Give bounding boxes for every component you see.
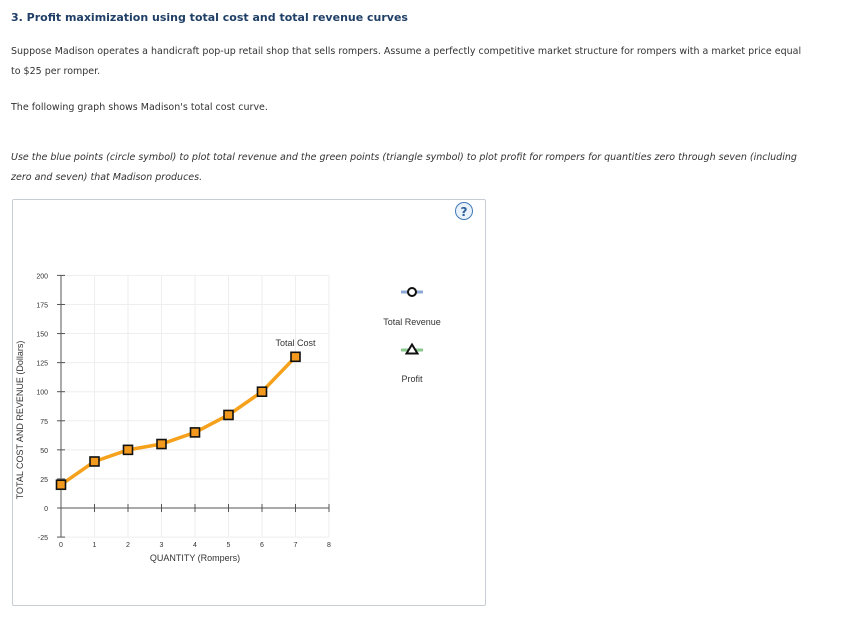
question-title: 3. Profit maximization using total cost and total revenue curves (11, 11, 408, 24)
y-tick-label: 200 (36, 273, 48, 281)
y-tick-label: 125 (36, 360, 48, 368)
total-cost-label: Total Cost (275, 337, 316, 348)
x-tick-label: 0 (59, 542, 63, 549)
scenario-paragraph: Suppose Madison operates a handicraft pop-up retail shop that sells rompers. Assume a perfectly competitive market structure for rompers with a market price equal to $25 per romper. (11, 46, 802, 77)
x-tick-label: 6 (260, 542, 264, 549)
y-tick-label: 50 (40, 447, 48, 455)
y-tick-label: 0 (44, 506, 48, 513)
help-icon[interactable]: ? (455, 202, 473, 220)
graph-panel (12, 199, 486, 606)
x-tick-label: 3 (159, 542, 164, 549)
x-tick-label: 2 (126, 542, 130, 549)
x-axis-label: QUANTITY (Rompers) (149, 553, 241, 563)
y-axis-label: TOTAL COST AND REVENUE (Dollars) (15, 340, 25, 500)
y-tick-label: 100 (36, 389, 48, 397)
x-tick-label: 5 (226, 542, 231, 549)
x-tick-label: 8 (327, 542, 331, 549)
y-tick-label: -25 (37, 535, 48, 543)
y-tick-label: 175 (36, 302, 48, 310)
circle-marker-icon (408, 288, 416, 296)
total-revenue-legend-label: Total Revenue (383, 317, 441, 327)
x-tick-label: 4 (193, 542, 197, 549)
y-tick-label: 25 (40, 476, 48, 484)
graph-intro-paragraph: The following graph shows Madison's total cost curve. (11, 102, 268, 113)
x-tick-label: 7 (293, 542, 298, 549)
y-tick-label: 75 (40, 418, 48, 426)
x-tick-label: 1 (92, 542, 97, 549)
instruction-paragraph: Use the blue points (circle symbol) to plot total revenue and the green points (triangle symbol) to plot profit for rompers for quantities zero through seven (including zero and seven) that Madison produces. (11, 152, 797, 183)
y-tick-label: 150 (36, 331, 48, 339)
profit-legend-label: Profit (401, 374, 423, 384)
